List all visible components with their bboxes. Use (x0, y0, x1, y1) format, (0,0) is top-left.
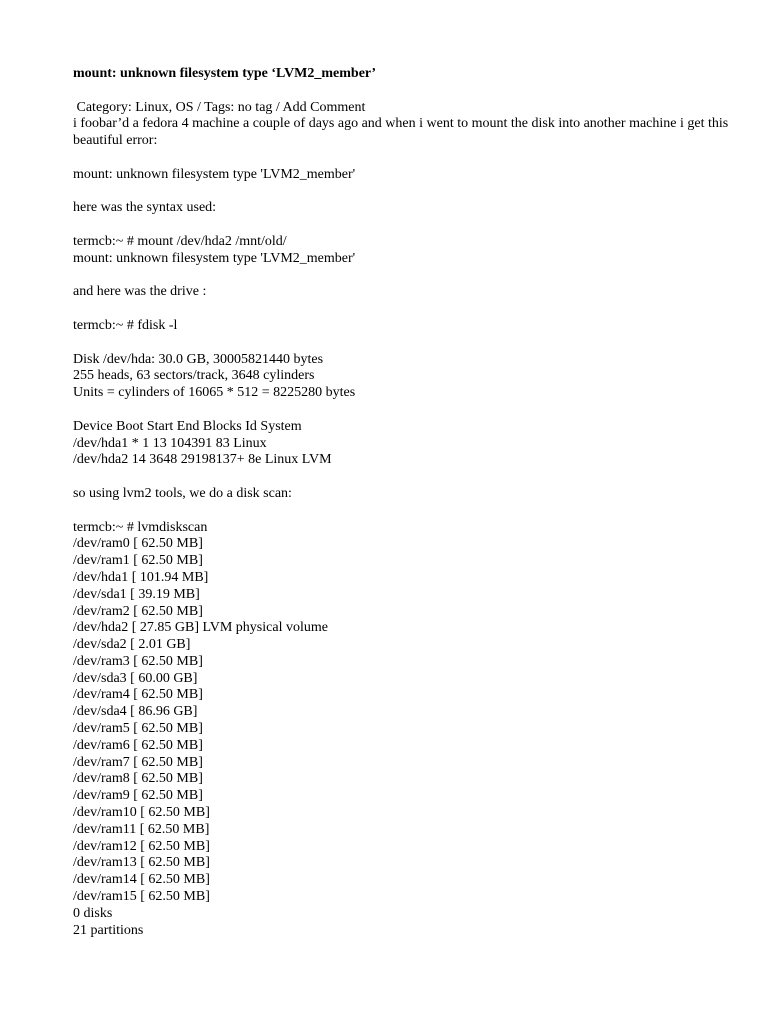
code-line: termcb:~ # lvmdiskscan (73, 519, 208, 535)
code-line: /dev/ram11 [ 62.50 MB] (73, 821, 210, 837)
code-line: /dev/ram6 [ 62.50 MB] (73, 737, 203, 753)
code-line: /dev/sda1 [ 39.19 MB] (73, 586, 200, 602)
scan-intro: so using lvm2 tools, we do a disk scan: (73, 485, 292, 501)
spacer (73, 184, 733, 201)
code-line: mount: unknown filesystem type 'LVM2_member' (73, 250, 356, 266)
code-line: /dev/ram15 [ 62.50 MB] (73, 889, 210, 905)
code-line: /dev/ram9 [ 62.50 MB] (73, 788, 203, 804)
code-line: /dev/ram12 [ 62.50 MB] (73, 838, 210, 854)
code-line: /dev/ram10 [ 62.50 MB] (73, 805, 210, 821)
code-line: /dev/ram0 [ 62.50 MB] (73, 536, 203, 552)
document-page (73, 66, 733, 939)
code-line: /dev/hda2 [ 27.85 GB] LVM physical volume (73, 620, 328, 636)
code-line: 255 heads, 63 sectors/track, 3648 cylinders (73, 368, 315, 384)
code-line: Disk /dev/hda: 30.0 GB, 30005821440 bytes (73, 351, 324, 367)
intro-paragraph: i foobar’d a fedora 4 machine a couple of days ago and when i went to mount the disk into another machine i get this beautiful error: (73, 116, 729, 149)
spacer (73, 217, 733, 234)
code-line: /dev/hda2 14 3648 29198137+ 8e Linux LVM (73, 452, 332, 468)
disk-info-block (73, 352, 733, 402)
code-line: /dev/sda2 [ 2.01 GB] (73, 637, 191, 653)
fdisk-command: termcb:~ # fdisk -l (73, 317, 178, 333)
spacer (73, 503, 733, 520)
code-line: /dev/ram8 [ 62.50 MB] (73, 771, 203, 787)
spacer (73, 469, 733, 486)
code-line: Units = cylinders of 16065 * 512 = 8225280 bytes (73, 385, 356, 401)
code-line: /dev/ram7 [ 62.50 MB] (73, 754, 203, 770)
spacer (73, 335, 733, 352)
code-line: /dev/hda1 * 1 13 104391 83 Linux (73, 435, 267, 451)
spacer (73, 402, 733, 419)
scan-output-block (73, 520, 733, 940)
code-line: /dev/hda1 [ 101.94 MB] (73, 569, 209, 585)
code-line: 21 partitions (73, 922, 144, 938)
drive-intro: and here was the drive : (73, 284, 207, 300)
syntax-intro: here was the syntax used: (73, 200, 217, 216)
document-title: mount: unknown filesystem type ‘LVM2_member’ (73, 66, 377, 81)
code-line: /dev/ram4 [ 62.50 MB] (73, 687, 203, 703)
spacer (73, 150, 733, 167)
spacer (73, 268, 733, 285)
code-line: /dev/ram14 [ 62.50 MB] (73, 872, 210, 888)
code-line: 0 disks (73, 905, 113, 921)
code-line: /dev/ram1 [ 62.50 MB] (73, 553, 203, 569)
syntax-block (73, 234, 733, 268)
code-line: Device Boot Start End Blocks Id System (73, 418, 302, 434)
spacer (73, 301, 733, 318)
code-line: /dev/sda4 [ 86.96 GB] (73, 704, 198, 720)
code-line: termcb:~ # mount /dev/hda2 /mnt/old/ (73, 233, 287, 249)
code-line: /dev/sda3 [ 60.00 GB] (73, 670, 198, 686)
code-line: /dev/ram13 [ 62.50 MB] (73, 855, 210, 871)
error-line: mount: unknown filesystem type 'LVM2_member' (73, 166, 356, 182)
partition-table-block (73, 419, 733, 469)
code-line: /dev/ram2 [ 62.50 MB] (73, 603, 203, 619)
code-line: /dev/ram5 [ 62.50 MB] (73, 721, 203, 737)
code-line: /dev/ram3 [ 62.50 MB] (73, 653, 203, 669)
post-meta: Category: Linux, OS / Tags: no tag / Add Comment (73, 99, 366, 115)
